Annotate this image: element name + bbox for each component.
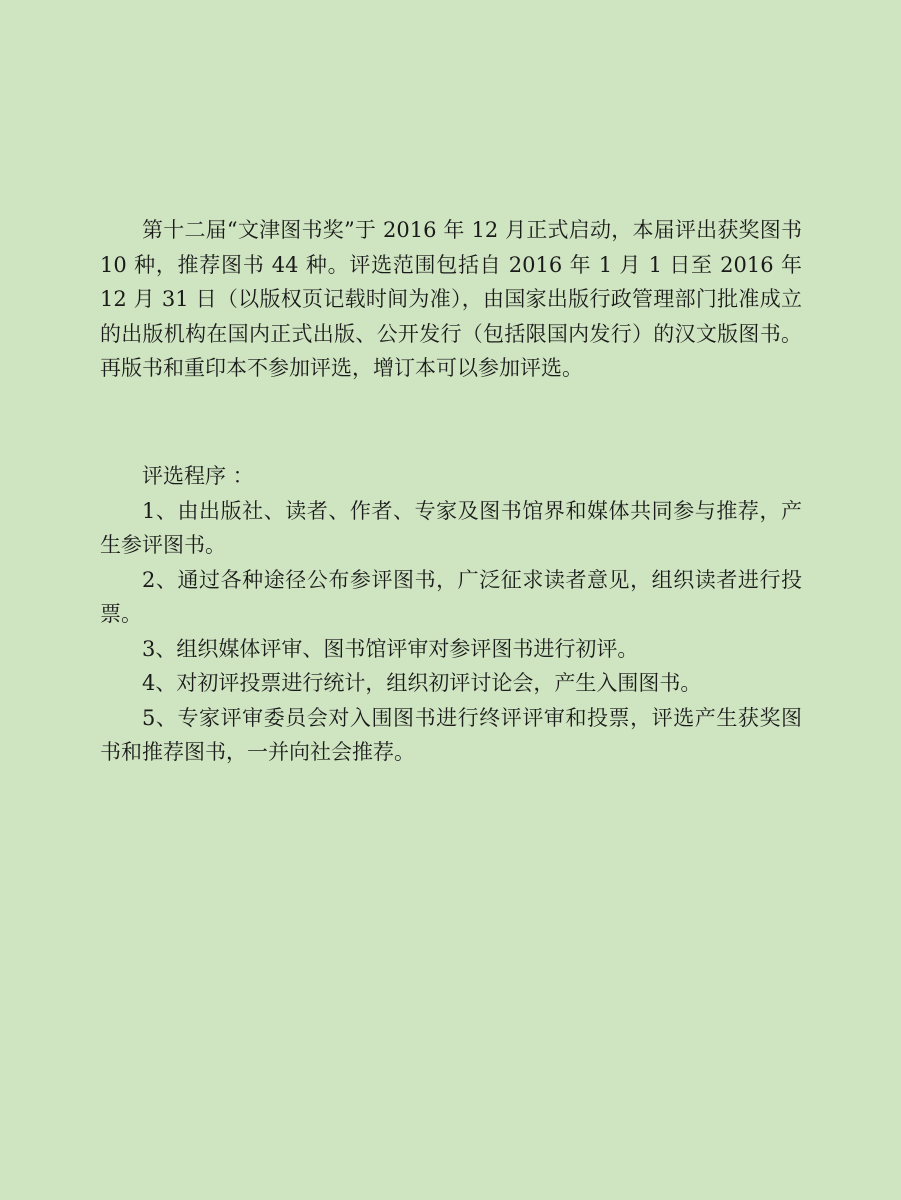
procedure-step-3: 3、组织媒体评审、图书馆评审对参评图书进行初评。 [142,636,639,661]
intro-paragraph: 第十二届“文津图书奖”于 2016 年 12 月正式启动，本届评出获奖图书 10 种，推荐图书 44 种。评选范围包括自 2016 年 1 月 1 日至 2016 年 12 月 31 日（以版权页记载时间为准），由国家出版行政管理部门批准成立的出版机构在国内正式出版、公开发行（包括限国内发行）的汉文版图书。再版书和重印本不参加评选，增订本可以参加评选。 [100,218,802,380]
procedure-step-1: 1、由出版社、读者、作者、专家及图书馆界和媒体共同参与推荐，产生参评图书。 [100,498,802,557]
procedure-heading: 评选程序 ： [142,464,254,488]
procedure-step-4: 4、对初评投票进行统计，组织初评讨论会，产生入围图书。 [142,671,702,695]
procedure-step-5: 5、专家评审委员会对入围图书进行终评评审和投票，评选产生获奖图书和推荐图书，一并向社会推荐。 [100,705,802,764]
procedure-step-2: 2、通过各种途径公布参评图书，广泛征求读者意见，组织读者进行投票。 [100,567,802,626]
intro-section [100,213,802,386]
procedure-section [100,459,802,770]
